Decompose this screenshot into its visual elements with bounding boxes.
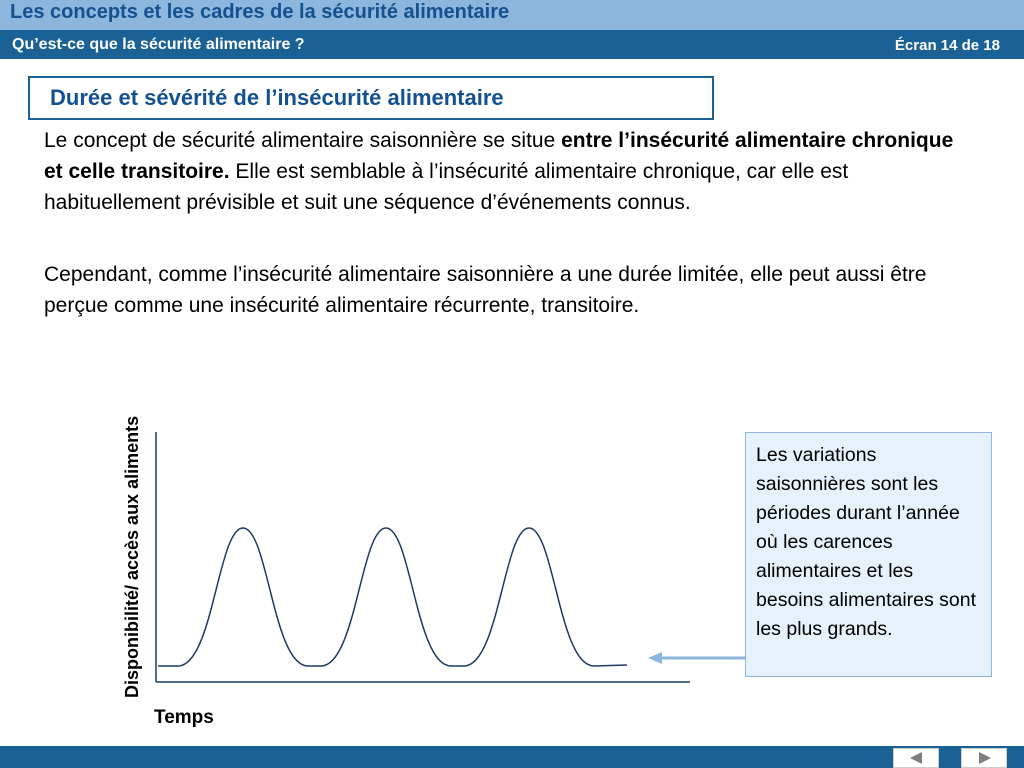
- x-axis-label: Temps: [154, 707, 214, 728]
- arrow-head: [648, 652, 662, 664]
- intro-paragraph: [44, 125, 974, 218]
- callout-box: [745, 432, 992, 677]
- intro-text-start: Le concept de sécurité alimentaire saisonnière se situe: [44, 129, 562, 152]
- header-top-bar: [0, 0, 1024, 30]
- second-paragraph: Cependant, comme l’insécurité alimentaire saisonnière a une durée limitée, elle peut aussi être perçue comme une insécurité alimentaire récurrente, transitoire.: [44, 263, 927, 317]
- course-title: Les concepts et les cadres de la sécurité alimentaire: [10, 1, 510, 23]
- triangle-right-icon: [979, 752, 991, 764]
- y-axis-label: Disponibilité/ accès aux aliments: [122, 415, 142, 698]
- heading-box: [28, 76, 714, 120]
- intro-text-end: Elle est semblable à l’insécurité alimentaire chronique, car elle est habituellement prévisible et suit une séquence d’événements connus.: [44, 160, 849, 214]
- seasonal-wave-line: [158, 528, 627, 666]
- triangle-left-icon: [910, 752, 922, 764]
- seasonal-chart: [120, 320, 720, 740]
- page-heading: Durée et sévérité de l’insécurité alimentaire: [50, 85, 504, 110]
- screen-counter: Écran 14 de 18: [894, 37, 1000, 54]
- header-sub-bar: [0, 30, 1024, 59]
- section-title: Qu’est-ce que la sécurité alimentaire ?: [12, 36, 305, 53]
- previous-screen-button[interactable]: [893, 748, 939, 768]
- intro-text-bold: entre l’insécurité alimentaire chronique et celle transitoire.: [44, 129, 954, 183]
- callout-arrow: [648, 650, 748, 666]
- footer-bar: [0, 746, 1024, 768]
- next-screen-button[interactable]: [961, 748, 1007, 768]
- callout-text: Les variations saisonnières sont les périodes durant l’année où les carences alimentaires et les besoins alimentaires sont les plus grands.: [756, 444, 977, 640]
